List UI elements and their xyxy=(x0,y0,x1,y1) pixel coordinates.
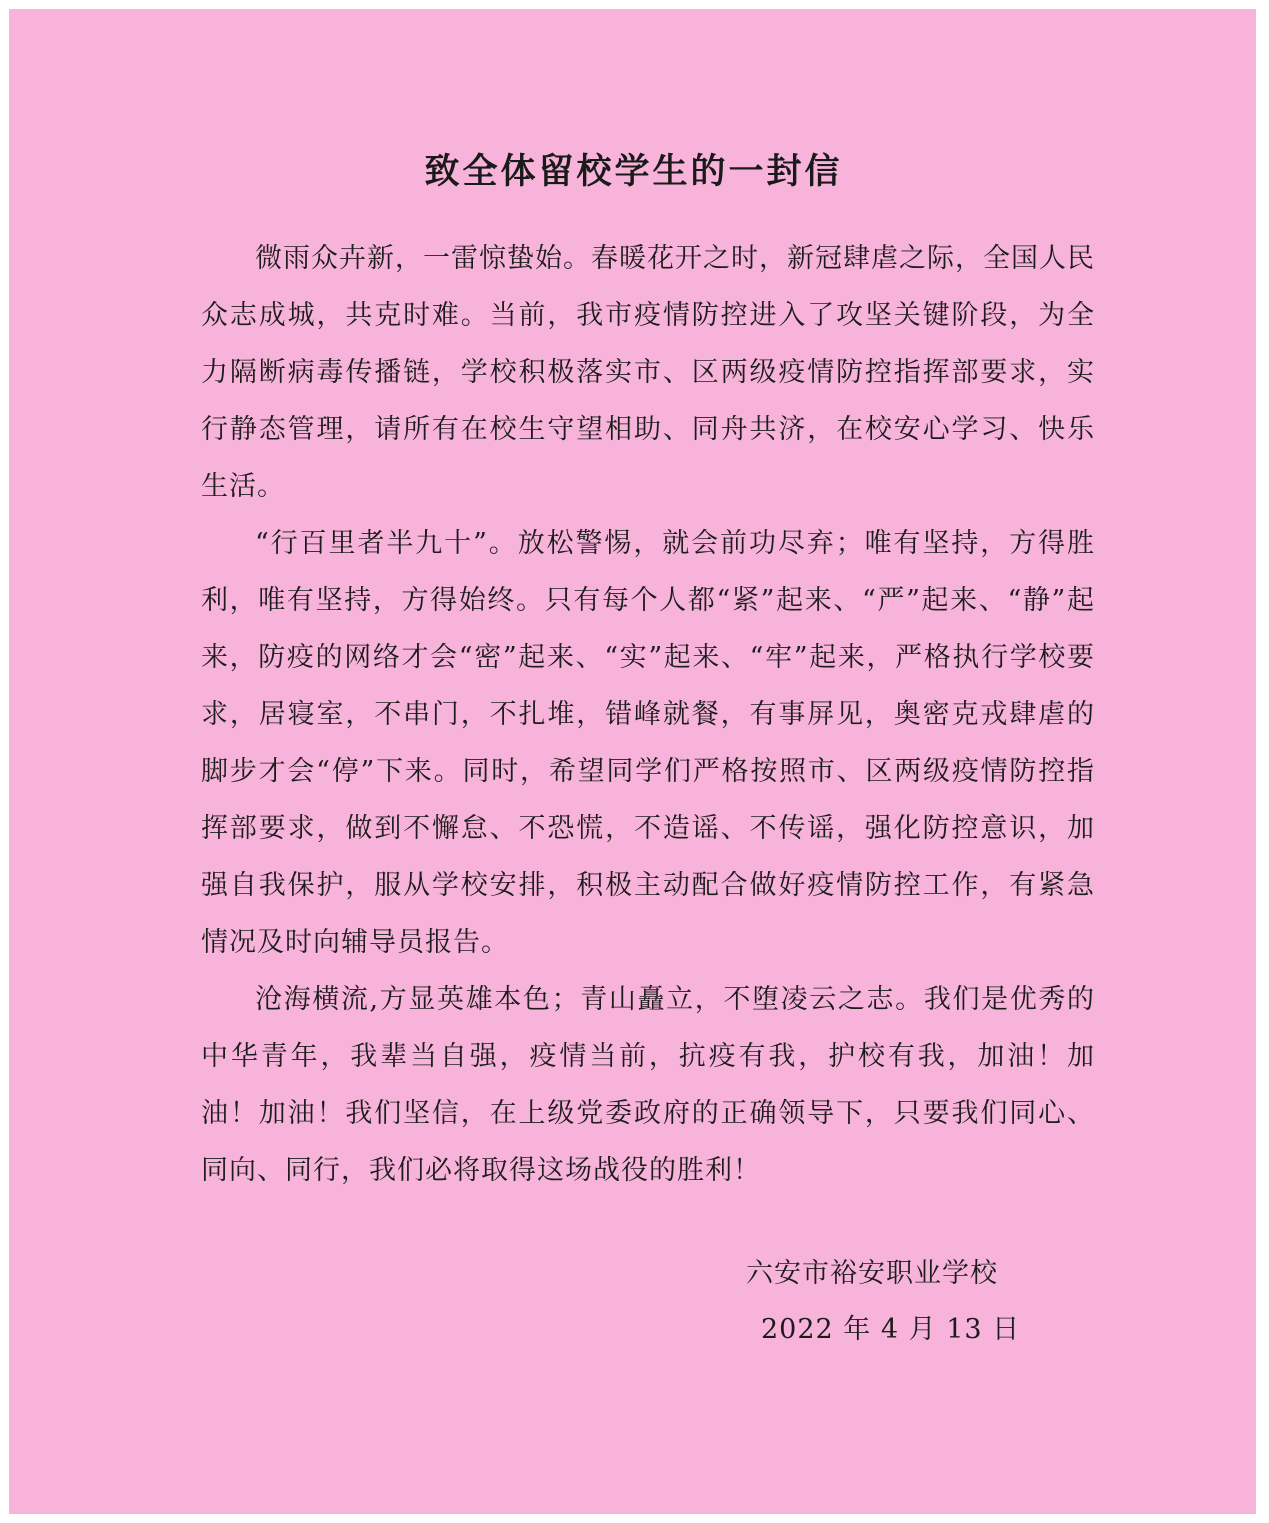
letter-paragraph-2: “行百里者半九十”。放松警惕，就会前功尽弃；唯有坚持，方得胜利，唯有坚持，方得始终。只有每个人都“紧”起来、“严”起来、“静”起来，防疫的网络才会“密”起来、“实”起来、“牢”起来，严格执行学校要求，居寝室，不串门，不扎堆，错峰就餐，有事屏见，奥密克戎肆虐的脚步才会“停”下来。同时，希望同学们严格按照市、区两级疫情防控指挥部要求，做到不懈怠、不恐慌，不造谣、不传谣，强化防控意识，加强自我保护，服从学校安排，积极主动配合做好疫情防控工作，有紧急情况及时向辅导员报告。 xyxy=(201,528,1095,958)
signature-date: 2022 年 4 月 13 日 xyxy=(761,1314,1021,1345)
letter-paragraph-3: 沧海横流,方显英雄本色；青山矗立，不堕凌云之志。我们是优秀的中华青年，我辈当自强，疫情当前，抗疫有我，护校有我，加油！加油！加油！我们坚信，在上级党委政府的正确领导下，只要我们同心、同向、同行，我们必将取得这场战役的胜利！ xyxy=(201,984,1095,1186)
letter-body xyxy=(201,230,1095,1199)
letter-paper xyxy=(9,9,1258,1514)
signature-organization: 六安市裕安职业学校 xyxy=(746,1258,998,1289)
letter-paragraph-1: 微雨众卉新，一雷惊蛰始。春暖花开之时，新冠肆虐之际，全国人民众志成城，共克时难。当前，我市疫情防控进入了攻坚关键阶段，为全力隔断病毒传播链，学校积极落实市、区两级疫情防控指挥部要求，实行静态管理，请所有在校生守望相助、同舟共济，在校安心学习、快乐生活。 xyxy=(201,243,1095,502)
letter-title: 致全体留校学生的一封信 xyxy=(424,152,843,192)
